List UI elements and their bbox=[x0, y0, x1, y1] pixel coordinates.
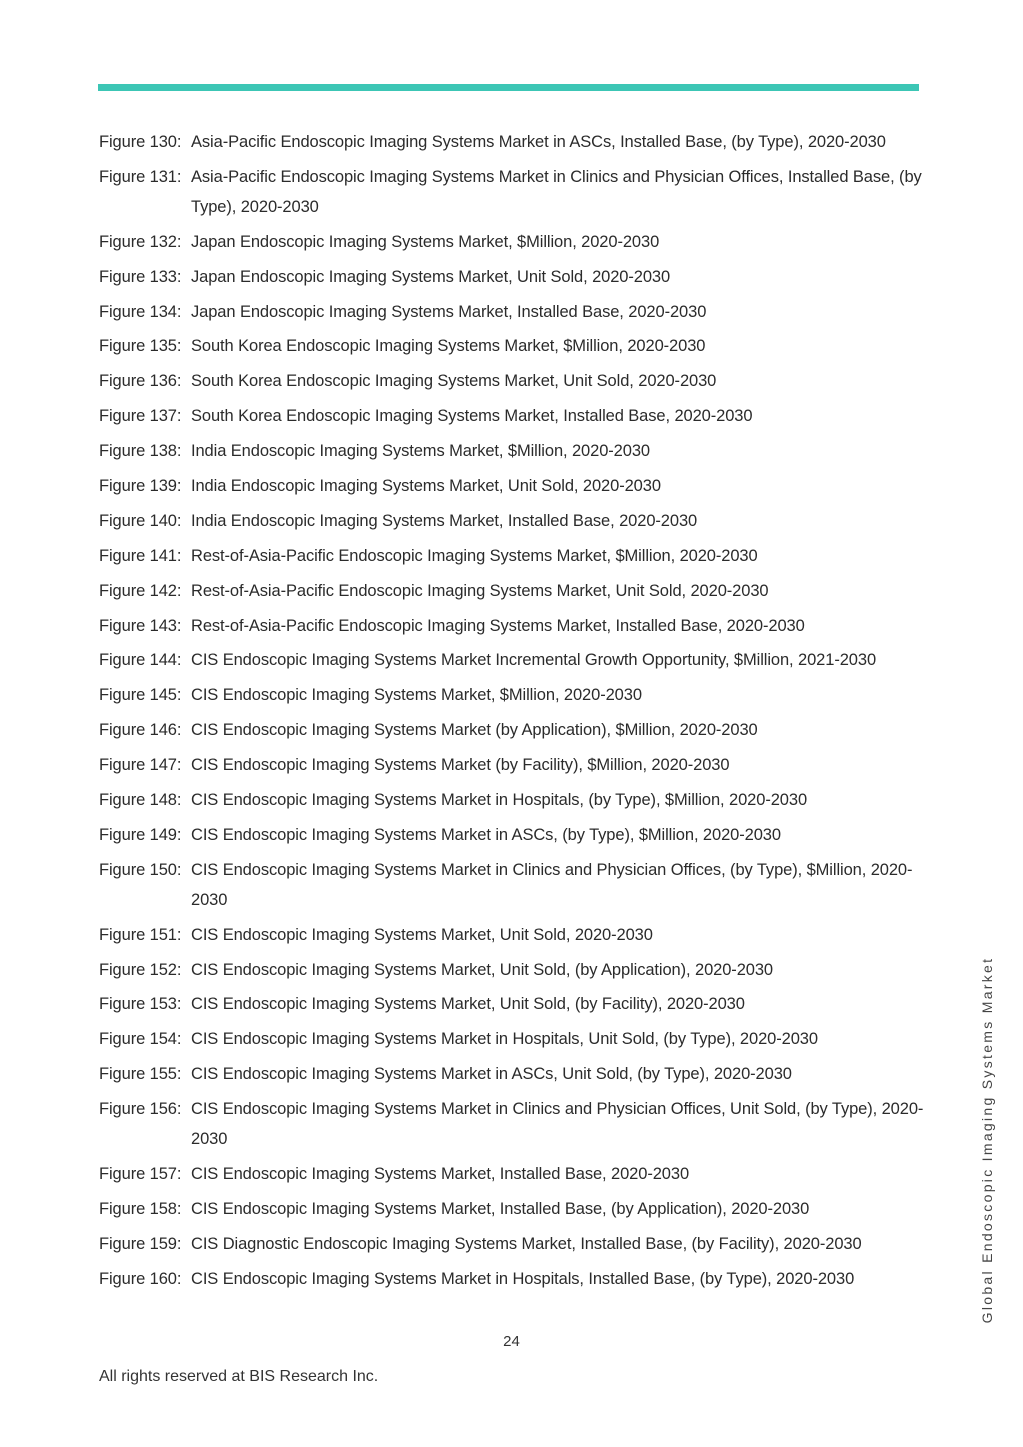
list-item bbox=[99, 506, 929, 536]
figure-number: Figure 153: bbox=[99, 995, 182, 1014]
figure-title: CIS Endoscopic Imaging Systems Market, Installed Base, (by Application), 2020-2030 bbox=[191, 1199, 810, 1218]
figure-title: CIS Endoscopic Imaging Systems Market in Clinics and Physician Offices, (by Type), $Million, 2020-2030 bbox=[191, 860, 913, 909]
figure-number: Figure 146: bbox=[99, 721, 182, 740]
figure-number: Figure 140: bbox=[99, 511, 182, 530]
list-item bbox=[99, 920, 929, 950]
list-item bbox=[99, 715, 929, 745]
figure-number: Figure 142: bbox=[99, 581, 182, 600]
list-item bbox=[99, 785, 929, 815]
figure-title: CIS Endoscopic Imaging Systems Market, Installed Base, 2020-2030 bbox=[191, 1165, 690, 1184]
figure-number: Figure 152: bbox=[99, 960, 182, 979]
list-item bbox=[99, 1024, 929, 1054]
figure-number: Figure 154: bbox=[99, 1030, 182, 1049]
figure-number: Figure 135: bbox=[99, 337, 182, 356]
figure-title: CIS Endoscopic Imaging Systems Market in Hospitals, Installed Base, (by Type), 2020-2030 bbox=[191, 1269, 855, 1288]
list-item bbox=[99, 401, 929, 431]
list-item bbox=[99, 471, 929, 501]
list-item bbox=[99, 955, 929, 985]
figure-title: CIS Endoscopic Imaging Systems Market in Clinics and Physician Offices, Unit Sold, (by Type), 2020-2030 bbox=[191, 1100, 924, 1149]
list-item bbox=[99, 331, 929, 361]
list-item bbox=[99, 127, 929, 157]
list-item bbox=[99, 611, 929, 641]
list-of-figures bbox=[99, 127, 929, 1299]
list-item bbox=[99, 297, 929, 327]
list-item bbox=[99, 855, 929, 915]
list-item bbox=[99, 1059, 929, 1089]
figure-title: South Korea Endoscopic Imaging Systems Market, Installed Base, 2020-2030 bbox=[191, 407, 753, 426]
figure-title: CIS Endoscopic Imaging Systems Market, Unit Sold, (by Application), 2020-2030 bbox=[191, 960, 774, 979]
figure-title: India Endoscopic Imaging Systems Market, $Million, 2020-2030 bbox=[191, 442, 650, 461]
figure-number: Figure 139: bbox=[99, 477, 182, 496]
list-item bbox=[99, 162, 929, 222]
figure-number: Figure 158: bbox=[99, 1199, 182, 1218]
list-item bbox=[99, 1229, 929, 1259]
figure-number: Figure 143: bbox=[99, 616, 182, 635]
figure-number: Figure 148: bbox=[99, 791, 182, 810]
list-item bbox=[99, 1094, 929, 1154]
figure-number: Figure 137: bbox=[99, 407, 182, 426]
figure-number: Figure 147: bbox=[99, 756, 182, 775]
figure-title: Japan Endoscopic Imaging Systems Market, $Million, 2020-2030 bbox=[191, 232, 660, 251]
list-item bbox=[99, 1264, 929, 1294]
figure-number: Figure 130: bbox=[99, 133, 182, 151]
figure-title: Asia-Pacific Endoscopic Imaging Systems Market in Clinics and Physician Offices, Installed Base, (by Type), 2020-2030 bbox=[191, 167, 922, 216]
figure-number: Figure 151: bbox=[99, 925, 182, 944]
list-item bbox=[99, 750, 929, 780]
list-item bbox=[99, 366, 929, 396]
figure-number: Figure 141: bbox=[99, 546, 182, 565]
header-accent-bar bbox=[98, 84, 919, 91]
figure-title: CIS Endoscopic Imaging Systems Market, $Million, 2020-2030 bbox=[191, 686, 642, 705]
figure-number: Figure 133: bbox=[99, 267, 182, 286]
figure-number: Figure 157: bbox=[99, 1165, 182, 1184]
list-item bbox=[99, 576, 929, 606]
figure-title: CIS Endoscopic Imaging Systems Market, Unit Sold, 2020-2030 bbox=[191, 925, 653, 944]
figure-title: CIS Endoscopic Imaging Systems Market, Unit Sold, (by Facility), 2020-2030 bbox=[191, 995, 745, 1014]
figure-title: South Korea Endoscopic Imaging Systems Market, Unit Sold, 2020-2030 bbox=[191, 372, 717, 391]
figure-number: Figure 132: bbox=[99, 232, 182, 251]
list-item bbox=[99, 645, 929, 675]
list-item bbox=[99, 541, 929, 571]
figure-number: Figure 145: bbox=[99, 686, 182, 705]
list-item bbox=[99, 262, 929, 292]
list-item bbox=[99, 1159, 929, 1189]
page-number: 24 bbox=[503, 1333, 520, 1350]
figure-title: CIS Diagnostic Endoscopic Imaging Systems Market, Installed Base, (by Facility), 2020-2030 bbox=[191, 1234, 862, 1253]
figure-number: Figure 156: bbox=[99, 1100, 182, 1119]
figure-title: CIS Endoscopic Imaging Systems Market Incremental Growth Opportunity, $Million, 2021-2030 bbox=[191, 651, 877, 670]
figure-title: CIS Endoscopic Imaging Systems Market in ASCs, Unit Sold, (by Type), 2020-2030 bbox=[191, 1065, 792, 1084]
footer-copyright: All rights reserved at BIS Research Inc. bbox=[99, 1368, 379, 1385]
figure-title: CIS Endoscopic Imaging Systems Market in ASCs, (by Type), $Million, 2020-2030 bbox=[191, 825, 781, 844]
figure-number: Figure 150: bbox=[99, 860, 182, 879]
figure-number: Figure 144: bbox=[99, 651, 182, 670]
figure-title: Rest-of-Asia-Pacific Endoscopic Imaging Systems Market, Installed Base, 2020-2030 bbox=[191, 616, 805, 635]
list-item bbox=[99, 436, 929, 466]
list-item bbox=[99, 227, 929, 257]
figure-title: CIS Endoscopic Imaging Systems Market (by Facility), $Million, 2020-2030 bbox=[191, 756, 730, 775]
figure-title: India Endoscopic Imaging Systems Market, Unit Sold, 2020-2030 bbox=[191, 477, 661, 496]
list-item bbox=[99, 1194, 929, 1224]
figure-title: Asia-Pacific Endoscopic Imaging Systems Market in ASCs, Installed Base, (by Type), 2020-2030 bbox=[191, 133, 886, 151]
figure-title: Japan Endoscopic Imaging Systems Market, Unit Sold, 2020-2030 bbox=[191, 267, 671, 286]
figure-title: CIS Endoscopic Imaging Systems Market (by Application), $Million, 2020-2030 bbox=[191, 721, 758, 740]
figure-number: Figure 155: bbox=[99, 1065, 182, 1084]
list-item bbox=[99, 820, 929, 850]
list-item bbox=[99, 680, 929, 710]
list-item bbox=[99, 989, 929, 1019]
figure-number: Figure 134: bbox=[99, 302, 182, 321]
figure-number: Figure 149: bbox=[99, 825, 182, 844]
side-report-title: Global Endoscopic Imaging Systems Market bbox=[979, 956, 995, 1324]
figure-title: South Korea Endoscopic Imaging Systems Market, $Million, 2020-2030 bbox=[191, 337, 706, 356]
figure-title: CIS Endoscopic Imaging Systems Market in Hospitals, Unit Sold, (by Type), 2020-2030 bbox=[191, 1030, 818, 1049]
figure-title: Japan Endoscopic Imaging Systems Market, Installed Base, 2020-2030 bbox=[191, 302, 707, 321]
figure-title: Rest-of-Asia-Pacific Endoscopic Imaging Systems Market, $Million, 2020-2030 bbox=[191, 546, 758, 565]
figure-number: Figure 131: bbox=[99, 167, 182, 186]
figure-number: Figure 136: bbox=[99, 372, 182, 391]
figure-title: India Endoscopic Imaging Systems Market, Installed Base, 2020-2030 bbox=[191, 511, 698, 530]
figure-number: Figure 159: bbox=[99, 1234, 182, 1253]
figure-number: Figure 160: bbox=[99, 1269, 182, 1288]
figure-title: Rest-of-Asia-Pacific Endoscopic Imaging Systems Market, Unit Sold, 2020-2030 bbox=[191, 581, 769, 600]
figure-title: CIS Endoscopic Imaging Systems Market in Hospitals, (by Type), $Million, 2020-2030 bbox=[191, 791, 808, 810]
figure-number: Figure 138: bbox=[99, 442, 182, 461]
